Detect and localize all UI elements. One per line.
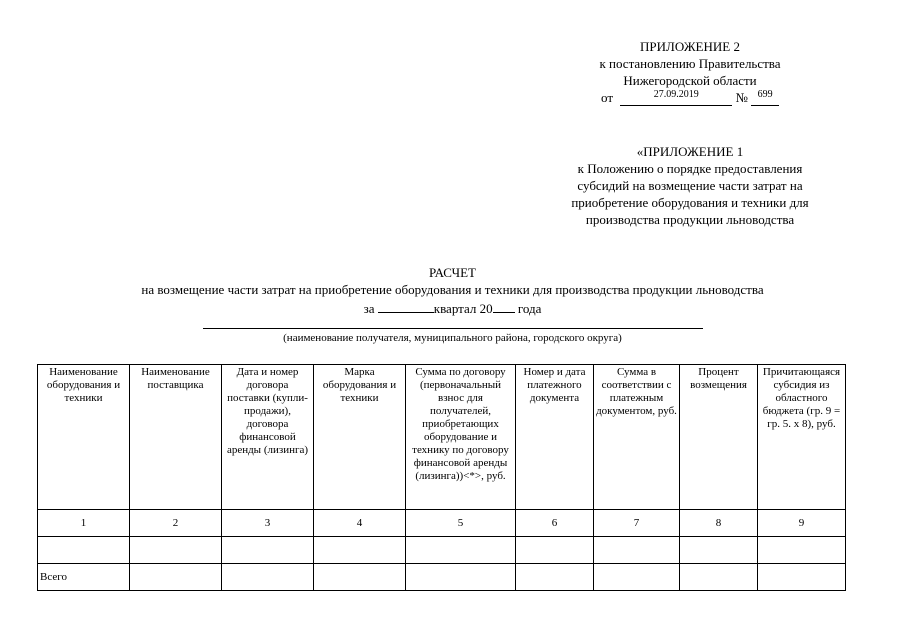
appendix2-title: ПРИЛОЖЕНИЕ 2 <box>640 39 740 54</box>
period-middle: квартал 20 <box>433 301 493 316</box>
resolution-date-field <box>620 91 732 106</box>
table-row <box>38 537 846 564</box>
header-cell: Наименование оборудования и техники <box>38 365 130 510</box>
column-number-cell: 7 <box>594 510 680 537</box>
appendix1-line1: к Положению о порядке предоставления <box>577 161 803 176</box>
header-cell: Процент возмещения <box>680 365 758 510</box>
resolution-number-value: 699 <box>757 89 773 100</box>
calc-period-line <box>0 298 905 317</box>
number-label: № <box>735 90 748 105</box>
column-number-cell: 8 <box>680 510 758 537</box>
column-number-cell: 9 <box>758 510 846 537</box>
column-number-cell: 1 <box>38 510 130 537</box>
column-number-cell: 4 <box>314 510 406 537</box>
data-cell <box>594 537 680 564</box>
total-cell <box>222 564 314 591</box>
appendix1-line4: производства продукции льноводства <box>585 212 795 227</box>
header-cell: Наименование поставщика <box>130 365 222 510</box>
calc-title-block <box>0 264 905 317</box>
column-number-cell: 6 <box>516 510 594 537</box>
header-cell: Сумма по договору (первоначальный взнос для получателей, приобретающих оборудование и технику по договору финансовой аренды (лизинга))<*>, руб. <box>406 365 516 510</box>
header-cell: Марка оборудования и техники <box>314 365 406 510</box>
appendix1-line2: субсидий на возмещение части затрат на <box>577 178 803 193</box>
column-number-row <box>38 510 846 537</box>
header-cell: Сумма в соответствии с платежным документом, руб. <box>594 365 680 510</box>
appendix1-header <box>515 143 865 228</box>
appendix2-line2: Нижегородской области <box>623 73 757 88</box>
period-prefix: за <box>363 301 375 316</box>
total-cell <box>758 564 846 591</box>
appendix2-header <box>540 38 840 106</box>
data-cell <box>38 537 130 564</box>
table-header-row <box>38 365 846 510</box>
data-cell <box>222 537 314 564</box>
appendix1-line3: приобретение оборудования и техники для <box>571 195 809 210</box>
period-suffix: года <box>517 301 542 316</box>
total-cell <box>314 564 406 591</box>
total-label: Всего <box>38 564 130 591</box>
total-cell <box>680 564 758 591</box>
calculation-table <box>37 364 846 591</box>
resolution-date-value: 27.09.2019 <box>653 89 699 100</box>
data-cell <box>314 537 406 564</box>
recipient-caption: (наименование получателя, муниципального района, городского округа) <box>283 332 622 344</box>
data-cell <box>680 537 758 564</box>
year-field <box>493 298 515 313</box>
data-cell <box>130 537 222 564</box>
header-cell: Дата и номер договора поставки (купли-продажи), договора финансовой аренды (лизинга) <box>222 365 314 510</box>
quarter-field <box>378 298 434 313</box>
column-number-cell: 5 <box>406 510 516 537</box>
column-number-cell: 2 <box>130 510 222 537</box>
header-cell: Причитающаяся субсидия из областного бюджета (гр. 9 = гр. 5. x 8), руб. <box>758 365 846 510</box>
column-number-cell: 3 <box>222 510 314 537</box>
calc-title: РАСЧЕТ <box>429 265 476 280</box>
recipient-line <box>203 328 703 329</box>
data-cell <box>758 537 846 564</box>
appendix2-line1: к постановлению Правительства <box>599 56 781 71</box>
resolution-number-field <box>751 91 779 106</box>
data-cell <box>516 537 594 564</box>
appendix1-title: «ПРИЛОЖЕНИЕ 1 <box>636 144 744 159</box>
calc-subtitle: на возмещение части затрат на приобретение оборудования и техники для производства продукции льноводства <box>141 282 764 297</box>
total-cell <box>130 564 222 591</box>
resolution-date-line <box>540 89 840 106</box>
total-cell <box>516 564 594 591</box>
total-cell <box>594 564 680 591</box>
header-cell: Номер и дата платежного документа <box>516 365 594 510</box>
data-cell <box>406 537 516 564</box>
from-label: от <box>601 90 614 105</box>
total-cell <box>406 564 516 591</box>
total-row <box>38 564 846 591</box>
